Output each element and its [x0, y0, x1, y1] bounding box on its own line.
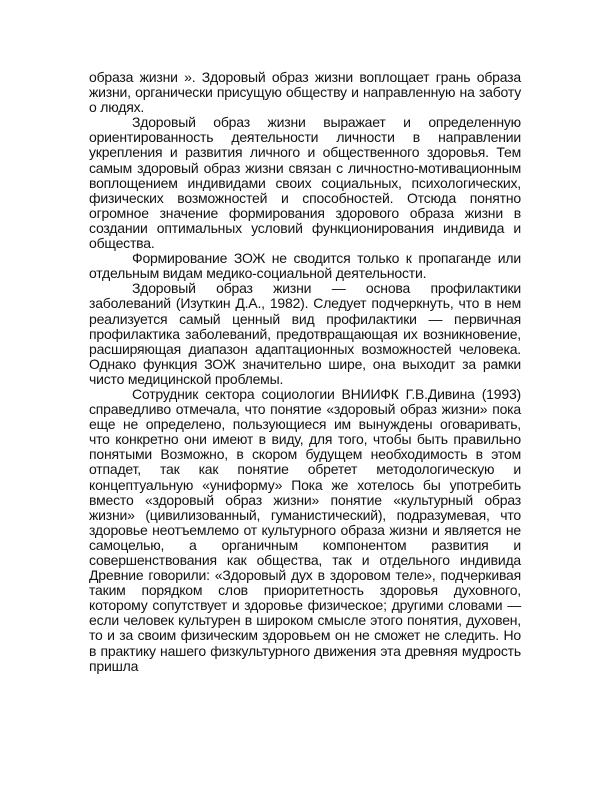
- paragraph-1: образа жизни ». Здоровый образ жизни воплощает грань образа жизни, органически присущую обществу и направленную на заботу о людях.: [89, 69, 521, 116]
- paragraph-2: Здоровый образ жизни выражает и определенную ориентированность деятельности личности в направлении укрепления и развития личного и общественного здоровья. Тем самым здоровый образ жизни связан с личностно-мотивационным воплощением индивидами своих социальных, психологических, физических возможностей и способностей. Отсюда понятно огромное значение формирования здорового образа жизни в создании оптимальных условий функционирования индивида и общества.: [89, 114, 521, 252]
- document-page: [89, 70, 521, 674]
- paragraph-5: Сотрудник сектора социологии ВНИИФК Г.В.Дивина (1993) справедливо отмечала, что понятие «здоровый образ жизни» пока еще не определено, пользующиеся им вынуждены оговаривать, что конкретно они имеют в виду, для того, чтобы быть правильно понятыми Возможно, в скором будущем необходимость в этом отпадет, так как понятие обретет методологическую и концептуальную «униформу» Пока же хотелось бы употребить вместо «здоровый образ жизни» понятие «культурный образ жизни» (цивилизованный, гуманистический), подразумевая, что здоровье неотъемлемо от культурного образа жизни и является не самоцелью, а органичным компонентом развития и совершенствования как общества, так и отдельного индивида Древние говорили: «Здоровый дух в здоровом теле», подчеркивая таким порядком слов приоритетность здоровья духовного, которому сопутствует и здоровье физическое; другими словами — если человек культурен в широком смысле этого понятия, духовен, то и за своим физическим здоровьем он не сможет не следить. Но в практику нашего физкультурного движения эта древняя мудрость пришла: [89, 385, 521, 674]
- paragraph-4: Здоровый образ жизни — основа профилактики заболеваний (Изуткин Д.А., 1982). Следует подчеркнуть, что в нем реализуется самый ценный вид профилактики — первичная профилактика заболеваний, предотвращающая их возникновение, расширяющая диапазон адаптационных возможностей человека. Однако функция ЗОЖ значительно шире, она выходит за рамки чисто медицинской проблемы.: [89, 280, 521, 387]
- paragraph-3: Формирование ЗОЖ не сводится только к пропаганде или отдельным видам медико-социальной деятельности.: [89, 250, 521, 282]
